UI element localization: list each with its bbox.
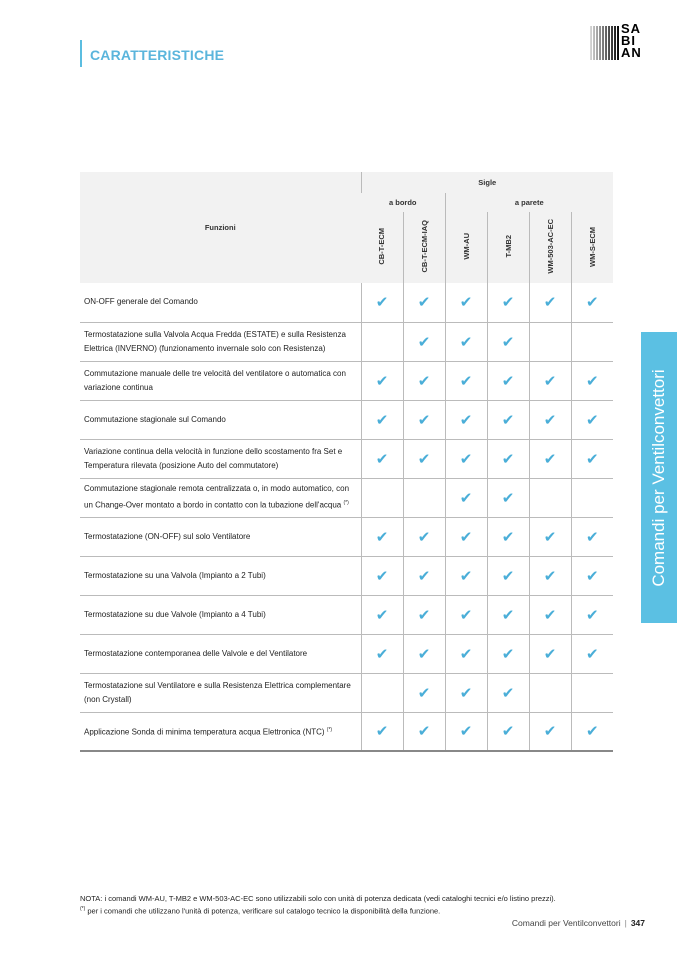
check-icon: ✔	[445, 712, 487, 751]
empty-cell	[529, 478, 571, 517]
check-icon: ✔	[571, 712, 613, 751]
check-icon: ✔	[529, 712, 571, 751]
check-icon: ✔	[445, 283, 487, 322]
code-header: WM-S-ECM	[571, 212, 613, 283]
check-icon: ✔	[487, 439, 529, 478]
check-icon: ✔	[571, 634, 613, 673]
table-row	[80, 283, 613, 322]
function-description: Termostatazione sul Ventilatore e sulla Resistenza Elettrica complementare (non Crystall)	[80, 673, 361, 712]
check-icon: ✔	[529, 400, 571, 439]
check-icon: ✔	[361, 634, 403, 673]
check-icon: ✔	[361, 283, 403, 322]
function-description: Commutazione stagionale sul Comando	[80, 400, 361, 439]
code-header: CB-T-ECM	[361, 212, 403, 283]
footer-section: Comandi per Ventilconvettori	[511, 918, 621, 928]
page-number: 347	[630, 918, 645, 928]
check-icon: ✔	[403, 361, 445, 400]
check-icon: ✔	[403, 400, 445, 439]
check-icon: ✔	[529, 439, 571, 478]
sabiana-logo: SA BI AN	[590, 24, 650, 64]
check-icon: ✔	[571, 439, 613, 478]
code-header: CB-T-ECM-IAQ	[403, 212, 445, 283]
footer-separator: |	[624, 918, 627, 928]
check-icon: ✔	[445, 634, 487, 673]
table-row	[80, 673, 613, 712]
check-icon: ✔	[487, 517, 529, 556]
check-icon: ✔	[445, 517, 487, 556]
check-icon: ✔	[361, 439, 403, 478]
empty-cell	[361, 478, 403, 517]
empty-cell	[571, 478, 613, 517]
function-description: Termostatazione contemporanea delle Valvole e del Ventilatore	[80, 634, 361, 673]
note-line-1: NOTA: i comandi WM-AU, T-MB2 e WM-503-AC-EC sono utilizzabili solo con unità di potenza dedicata (vedi cataloghi tecnici e/o listino prezzi).	[80, 894, 556, 903]
check-icon: ✔	[403, 712, 445, 751]
table-row	[80, 595, 613, 634]
check-icon: ✔	[403, 517, 445, 556]
sigle-header: Sigle	[361, 172, 613, 193]
check-icon: ✔	[445, 478, 487, 517]
check-icon: ✔	[403, 322, 445, 361]
note-line-2: (*) per i comandi che utilizzano l'unità di potenza, verificare sul catalogo tecnico la disponibilità della funzione.	[80, 906, 441, 916]
check-icon: ✔	[487, 361, 529, 400]
a-bordo-header: a bordo	[361, 193, 445, 212]
empty-cell	[361, 322, 403, 361]
check-icon: ✔	[361, 361, 403, 400]
check-icon: ✔	[487, 400, 529, 439]
check-icon: ✔	[529, 361, 571, 400]
function-description: Applicazione Sonda di minima temperatura acqua Elettronica (NTC) (*)	[80, 712, 361, 751]
check-icon: ✔	[487, 322, 529, 361]
empty-cell	[403, 478, 445, 517]
check-icon: ✔	[361, 517, 403, 556]
check-icon: ✔	[445, 595, 487, 634]
check-icon: ✔	[361, 595, 403, 634]
table-row	[80, 439, 613, 478]
check-icon: ✔	[529, 517, 571, 556]
check-icon: ✔	[571, 361, 613, 400]
check-icon: ✔	[445, 322, 487, 361]
table-row	[80, 400, 613, 439]
check-icon: ✔	[487, 712, 529, 751]
check-icon: ✔	[361, 712, 403, 751]
table-row	[80, 556, 613, 595]
check-icon: ✔	[571, 595, 613, 634]
code-header: WM-AU	[445, 212, 487, 283]
table-row	[80, 517, 613, 556]
function-description: Termostatazione su una Valvola (Impianto a 2 Tubi)	[80, 556, 361, 595]
page-footer	[512, 918, 645, 928]
code-header: WM-503-AC-EC	[529, 212, 571, 283]
empty-cell	[361, 673, 403, 712]
table-row	[80, 478, 613, 517]
check-icon: ✔	[403, 283, 445, 322]
check-icon: ✔	[529, 595, 571, 634]
check-icon: ✔	[487, 595, 529, 634]
table-row	[80, 634, 613, 673]
function-description: Termostatazione su due Valvole (Impianto a 4 Tubi)	[80, 595, 361, 634]
check-icon: ✔	[445, 556, 487, 595]
features-table	[80, 172, 613, 752]
check-icon: ✔	[487, 283, 529, 322]
check-icon: ✔	[571, 400, 613, 439]
check-icon: ✔	[445, 361, 487, 400]
check-icon: ✔	[487, 556, 529, 595]
empty-cell	[571, 322, 613, 361]
empty-cell	[529, 673, 571, 712]
table-row	[80, 361, 613, 400]
check-icon: ✔	[571, 283, 613, 322]
check-icon: ✔	[529, 634, 571, 673]
function-description: Commutazione stagionale remota centralizzata o, in modo automatico, con un Change-Over montato a bordo in contatto con la tubazione dell'acqua (*)	[80, 478, 361, 517]
check-icon: ✔	[361, 556, 403, 595]
check-icon: ✔	[361, 400, 403, 439]
check-icon: ✔	[445, 439, 487, 478]
logo-dot-pattern	[590, 26, 620, 60]
a-parete-header: a parete	[445, 193, 613, 212]
function-description: Termostatazione sulla Valvola Acqua Fredda (ESTATE) e sulla Resistenza Elettrica (INVERNO) (funzionamento invernale solo con Resistenza)	[80, 322, 361, 361]
check-icon: ✔	[445, 673, 487, 712]
function-description: Commutazione manuale delle tre velocità del ventilatore o automatica con variazione continua	[80, 361, 361, 400]
footnotes	[80, 893, 556, 917]
title-accent-bar	[80, 40, 82, 67]
check-icon: ✔	[487, 673, 529, 712]
page-title: CARATTERISTICHE	[90, 47, 225, 63]
check-icon: ✔	[529, 556, 571, 595]
table-row	[80, 322, 613, 361]
check-icon: ✔	[403, 634, 445, 673]
check-icon: ✔	[403, 439, 445, 478]
check-icon: ✔	[487, 634, 529, 673]
function-description: ON-OFF generale del Comando	[80, 283, 361, 322]
check-icon: ✔	[403, 595, 445, 634]
check-icon: ✔	[571, 517, 613, 556]
check-icon: ✔	[403, 556, 445, 595]
table-row	[80, 712, 613, 751]
check-icon: ✔	[529, 283, 571, 322]
check-icon: ✔	[445, 400, 487, 439]
function-description: Variazione continua della velocità in funzione dello scostamento fra Set e Temperatura rilevata (posizione Auto del commutatore)	[80, 439, 361, 478]
empty-cell	[529, 322, 571, 361]
check-icon: ✔	[487, 478, 529, 517]
empty-cell	[571, 673, 613, 712]
section-side-tab: Comandi per Ventilconvettori	[641, 332, 677, 623]
code-header: T-MB2	[487, 212, 529, 283]
check-icon: ✔	[571, 556, 613, 595]
check-icon: ✔	[403, 673, 445, 712]
function-description: Termostatazione (ON-OFF) sul solo Ventilatore	[80, 517, 361, 556]
funzioni-header: Funzioni	[80, 172, 361, 283]
